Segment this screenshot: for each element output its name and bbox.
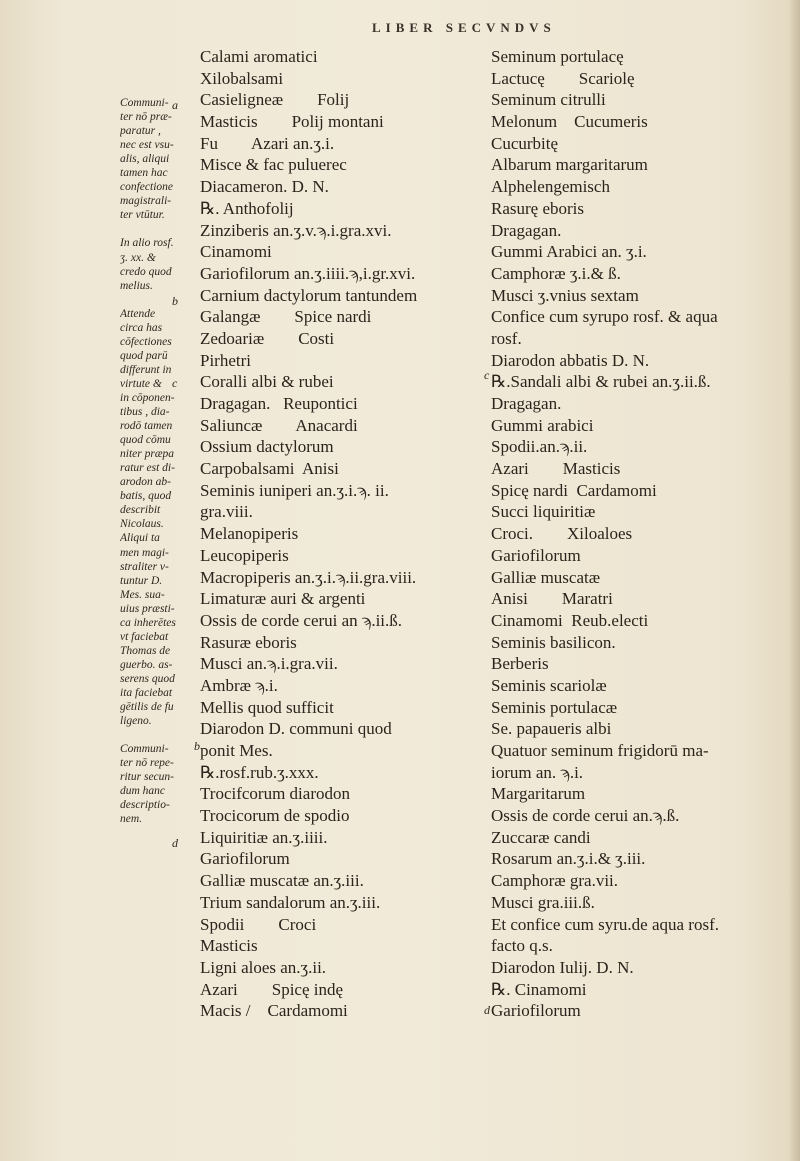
margin-note-line bbox=[120, 616, 200, 630]
margin-note-line bbox=[120, 124, 200, 138]
text-line bbox=[200, 111, 485, 133]
margin-note-line bbox=[120, 180, 200, 194]
text-line bbox=[200, 675, 485, 697]
text-line-text: Fu Azari an.ʒ.i. bbox=[200, 133, 335, 153]
margin-note-line-text: niter præpa bbox=[120, 448, 174, 461]
margin-note-line bbox=[120, 714, 200, 728]
text-line-text: gra.viii. bbox=[200, 502, 253, 522]
text-line bbox=[200, 176, 485, 198]
margin-note-line bbox=[120, 194, 200, 208]
margin-note-line bbox=[120, 110, 200, 124]
margin-note-line-text: quod parū bbox=[120, 349, 168, 362]
text-line bbox=[491, 653, 791, 675]
text-line-text: Macropiperis an.ʒ.i.ϡ.ii.gra.viii. bbox=[200, 567, 417, 587]
text-line bbox=[200, 154, 485, 176]
text-line bbox=[200, 697, 485, 719]
text-line-text: Dragagan. bbox=[491, 394, 562, 413]
text-line-text: Calami aromatici bbox=[200, 47, 318, 66]
left-text-column bbox=[200, 46, 485, 1022]
margin-note-line-text: Mes. sua- bbox=[120, 588, 165, 601]
text-line bbox=[200, 241, 485, 263]
margin-note-line bbox=[120, 391, 200, 405]
margin-note-line bbox=[120, 208, 200, 222]
text-line bbox=[491, 46, 791, 68]
text-line bbox=[491, 827, 791, 849]
text-line-text: Zuccaræ candi bbox=[491, 827, 591, 847]
text-line bbox=[200, 523, 485, 545]
margin-note-line-text: tuntur D. bbox=[120, 574, 163, 587]
margin-note-line-text: straliter v- bbox=[120, 560, 169, 573]
margin-note-line-text: gētilis de fu bbox=[120, 701, 174, 714]
margin-note-line-text: descriptio- bbox=[120, 799, 170, 812]
text-line bbox=[491, 783, 791, 805]
margin-note-line bbox=[120, 251, 200, 265]
text-line-text: Ossis de corde cerui an ϡ.ii.ß. bbox=[200, 610, 403, 630]
margin-note-line-text: In alio rosf. bbox=[120, 237, 174, 250]
margin-note-line bbox=[120, 560, 200, 574]
text-line-text: Gummi arabici bbox=[491, 415, 594, 435]
text-line bbox=[491, 350, 791, 372]
margin-note-line-text: dum hanc bbox=[120, 785, 166, 798]
margin-note-line-text: Thomas de bbox=[120, 644, 171, 657]
text-line bbox=[200, 957, 485, 979]
text-line-text: Limaturæ auri & argenti bbox=[200, 589, 366, 609]
text-line bbox=[200, 328, 485, 350]
text-line-text: Carnium dactylorum tantundem bbox=[200, 285, 418, 305]
text-line-text: Diarodon abbatis D. N. bbox=[491, 350, 650, 370]
text-line bbox=[491, 393, 791, 415]
text-line bbox=[491, 523, 791, 545]
margin-note-line bbox=[120, 728, 200, 742]
margin-note-line-text: nec est vsu- bbox=[120, 139, 174, 152]
text-line bbox=[200, 263, 485, 285]
margin-note-line bbox=[120, 574, 200, 588]
margin-note-line-text: rodō tamen bbox=[120, 420, 173, 433]
margin-note-line-text: melius. bbox=[120, 279, 153, 292]
text-line bbox=[491, 567, 791, 589]
text-line-text: Ossis de corde cerui an.ϡ.ß. bbox=[491, 806, 680, 826]
margin-note-line-text: paratur , bbox=[120, 125, 161, 138]
text-line-text: Musci an.ϡ.i.gra.vii. bbox=[200, 654, 338, 674]
margin-note-line bbox=[120, 321, 200, 335]
margin-note-line-text: virtute & bbox=[120, 377, 162, 390]
margin-note-line bbox=[120, 335, 200, 349]
text-line-text: Melonum Cucumeris bbox=[491, 112, 648, 132]
margin-note-line bbox=[120, 602, 200, 616]
text-line-text: iorum an. ϡ.i. bbox=[491, 762, 584, 782]
text-line-text: Azari Spicę indę bbox=[200, 979, 344, 999]
page-binding-shadow bbox=[788, 0, 800, 1161]
marginal-notes bbox=[120, 96, 200, 826]
paragraph-marker-a: a bbox=[172, 98, 178, 112]
text-line-text: ℞. Anthofolij bbox=[200, 198, 294, 218]
text-line bbox=[491, 241, 791, 263]
margin-note-line bbox=[120, 236, 200, 250]
text-line bbox=[491, 762, 791, 784]
text-line-text: Gariofilorum bbox=[200, 849, 290, 869]
text-line bbox=[200, 220, 485, 242]
margin-note-line-text: arodon ab- bbox=[120, 476, 172, 489]
margin-note-line bbox=[120, 377, 200, 391]
text-line bbox=[200, 1000, 485, 1022]
text-line-text: Albarum margaritarum bbox=[491, 155, 648, 175]
margin-note-line-text: magistrali- bbox=[120, 195, 172, 208]
margin-note-line bbox=[120, 475, 200, 489]
text-line bbox=[491, 892, 791, 914]
text-line-text: Melanopiperis bbox=[200, 524, 299, 544]
margin-note-line-text: Communi- bbox=[120, 97, 169, 109]
text-line-text: Ambræ ϡ.i. bbox=[200, 675, 278, 695]
text-line bbox=[491, 89, 791, 111]
margin-note-line-text: guerbo. as- bbox=[120, 658, 173, 671]
text-line bbox=[200, 306, 485, 328]
text-line-text: Musci gra.iii.ß. bbox=[491, 892, 595, 912]
text-line-text: Rasuræ eboris bbox=[200, 632, 297, 652]
text-line bbox=[491, 436, 791, 458]
text-line bbox=[200, 892, 485, 914]
margin-note-line-text: ita faciebat bbox=[120, 686, 173, 699]
text-line-text: Rasurę eboris bbox=[491, 198, 585, 218]
text-line-text: Camphoræ gra.vii. bbox=[491, 871, 619, 891]
inline-marker-b: b bbox=[194, 739, 200, 753]
text-line bbox=[200, 198, 485, 220]
text-line-text: Galliæ muscatæ an.ʒ.iii. bbox=[200, 871, 364, 891]
text-line bbox=[491, 68, 791, 90]
text-line bbox=[491, 154, 791, 176]
text-line-text: Cinamomi bbox=[200, 242, 272, 262]
margin-note-line bbox=[120, 672, 200, 686]
text-line-text: Gariofilorum an.ʒ.iiii.ϡ,i.gr.xvi. bbox=[200, 263, 416, 283]
text-line bbox=[200, 545, 485, 567]
margin-note-line bbox=[120, 461, 200, 475]
text-line-text: Seminis scariolæ bbox=[491, 675, 607, 695]
text-line-text: Galliæ muscatæ bbox=[491, 567, 601, 587]
margin-note-line bbox=[120, 138, 200, 152]
margin-note-line bbox=[120, 812, 200, 826]
text-line bbox=[491, 610, 791, 632]
margin-note-line-text: ratur est di- bbox=[120, 462, 175, 475]
text-line bbox=[491, 133, 791, 155]
text-line-text: Et confice cum syru.de aqua rosf. bbox=[491, 914, 719, 934]
text-line-text: Seminum portulacę bbox=[491, 47, 624, 66]
text-line-text: Confice cum syrupo rosf. & aqua bbox=[491, 307, 718, 327]
margin-note-line-text: batis, quod bbox=[120, 490, 172, 503]
text-line bbox=[491, 1000, 791, 1022]
text-line bbox=[200, 89, 485, 111]
text-line-text: Masticis bbox=[200, 936, 258, 956]
text-line-text: Cucurbitę bbox=[491, 133, 559, 153]
text-line bbox=[491, 415, 791, 437]
text-line-text: Dragagan. Reupontici bbox=[200, 394, 358, 413]
text-line-text: Seminum citrulli bbox=[491, 90, 606, 110]
margin-note-line bbox=[120, 152, 200, 166]
text-line-text: Succi liquiritiæ bbox=[491, 502, 596, 522]
text-line-text: Trium sandalorum an.ʒ.iii. bbox=[200, 892, 381, 912]
text-line bbox=[491, 480, 791, 502]
text-line bbox=[200, 783, 485, 805]
margin-note-line bbox=[120, 630, 200, 644]
margin-note-line bbox=[120, 588, 200, 602]
margin-note-line-text: ʒ. xx. & bbox=[120, 251, 156, 264]
text-line bbox=[491, 458, 791, 480]
text-line bbox=[491, 501, 791, 523]
text-line-text: ponit Mes. bbox=[200, 741, 273, 760]
text-line bbox=[491, 632, 791, 654]
paragraph-marker-b: b bbox=[172, 294, 178, 308]
margin-note-line-text: ligeno. bbox=[120, 715, 152, 728]
margin-note-line bbox=[120, 447, 200, 461]
margin-note-line bbox=[120, 293, 200, 307]
text-line-text: Seminis iuniperi an.ʒ.i.ϡ. ii. bbox=[200, 480, 389, 500]
text-line-text: Galangæ Spice nardi bbox=[200, 307, 372, 327]
paragraph-marker-c: c bbox=[172, 376, 178, 390]
text-line-text: Quatuor seminum frigidorū ma- bbox=[491, 741, 709, 760]
text-line bbox=[200, 762, 485, 784]
text-line bbox=[200, 653, 485, 675]
margin-note-line-text: ter nō repe- bbox=[120, 757, 174, 770]
margin-note-line-text: cōfectiones bbox=[120, 335, 172, 348]
margin-note-line bbox=[120, 798, 200, 812]
text-line-text: Pirhetri bbox=[200, 350, 251, 370]
text-line bbox=[200, 805, 485, 827]
text-line-text: Gummi Arabici an. ʒ.i. bbox=[491, 242, 647, 262]
text-line bbox=[491, 979, 791, 1001]
text-line-text: Seminis basilicon. bbox=[491, 632, 616, 652]
text-line bbox=[491, 306, 791, 328]
text-line-text: Ossium dactylorum bbox=[200, 437, 334, 457]
text-line bbox=[200, 827, 485, 849]
margin-note-line bbox=[120, 686, 200, 700]
right-text-column bbox=[491, 46, 791, 1022]
text-line-text: Cinamomi Reub.electi bbox=[491, 610, 649, 630]
text-line bbox=[200, 979, 485, 1001]
margin-note-line-text: describit bbox=[120, 504, 161, 517]
text-line-text: Rosarum an.ʒ.i.& ʒ.iii. bbox=[491, 849, 646, 869]
margin-note-line-text: Communi- bbox=[120, 743, 169, 756]
margin-note-line-text: in cōponen- bbox=[120, 391, 175, 404]
text-line bbox=[200, 415, 485, 437]
text-line bbox=[491, 220, 791, 242]
text-line bbox=[200, 610, 485, 632]
text-line bbox=[200, 46, 485, 68]
text-line bbox=[200, 350, 485, 372]
text-line bbox=[200, 458, 485, 480]
margin-note-line-text: nem. bbox=[120, 813, 143, 826]
margin-note-line-text: differunt in bbox=[120, 363, 172, 376]
text-line bbox=[200, 480, 485, 502]
margin-note-line-text: alis, aliqui bbox=[120, 153, 170, 166]
text-line bbox=[491, 588, 791, 610]
text-line-text: Diarodon D. communi quod bbox=[200, 719, 392, 739]
text-line bbox=[491, 697, 791, 719]
margin-note-line-text: ritur secun- bbox=[120, 771, 174, 784]
text-line bbox=[491, 328, 791, 350]
text-line-text: Carpobalsami Anisi bbox=[200, 459, 339, 479]
running-header: LIBER SECVNDVS bbox=[372, 20, 556, 35]
text-line-text: Spodii Croci bbox=[200, 914, 317, 934]
margin-note-line-text: ter vtūtur. bbox=[120, 209, 165, 222]
text-line-text: ℞.Sandali albi & rubei an.ʒ.ii.ß. bbox=[491, 372, 711, 392]
text-line bbox=[200, 914, 485, 936]
margin-note-line-text: tamen hac bbox=[120, 167, 168, 180]
text-line bbox=[491, 371, 791, 393]
text-line-text: ℞.rosf.rub.ʒ.xxx. bbox=[200, 762, 319, 782]
text-line-text: Ligni aloes an.ʒ.ii. bbox=[200, 957, 327, 977]
margin-note-line-text: credo quod bbox=[120, 265, 172, 278]
right-marker-c: c bbox=[484, 368, 490, 382]
text-line-text: Spicę nardi Cardamomi bbox=[491, 480, 657, 500]
text-line bbox=[200, 285, 485, 307]
margin-note-line bbox=[120, 784, 200, 798]
text-line bbox=[200, 436, 485, 458]
margin-note-line bbox=[120, 279, 200, 293]
text-line bbox=[200, 567, 485, 589]
text-line-text: Misce & fac puluerec bbox=[200, 155, 347, 175]
margin-note-line bbox=[120, 96, 200, 110]
text-line bbox=[491, 870, 791, 892]
margin-note-line-text: tibus , dia- bbox=[120, 406, 170, 419]
margin-note-line-text: Attende bbox=[120, 307, 156, 320]
text-line-text: Alphelengemisch bbox=[491, 177, 610, 197]
margin-note-line bbox=[120, 770, 200, 784]
text-line-text: Spodii.an.ϡ.ii. bbox=[491, 437, 588, 457]
text-line-text: Diarodon Iulij. D. N. bbox=[491, 957, 634, 977]
margin-note-line bbox=[120, 433, 200, 447]
margin-note-line-text: Aliqui ta bbox=[120, 532, 160, 545]
text-line bbox=[491, 545, 791, 567]
text-line-text: Croci. Xiloaloes bbox=[491, 524, 633, 544]
right-marker-d: d bbox=[484, 1003, 490, 1017]
text-line bbox=[200, 588, 485, 610]
margin-note-line bbox=[120, 700, 200, 714]
text-line bbox=[200, 68, 485, 90]
text-line-text: Margaritarum bbox=[491, 784, 586, 804]
margin-note-line bbox=[120, 307, 200, 321]
margin-note-line bbox=[120, 349, 200, 363]
text-line-text: Camphoræ ʒ.i.& ß. bbox=[491, 263, 621, 283]
margin-note-line-text: quod cōmu bbox=[120, 434, 171, 447]
text-line-text: Coralli albi & rubei bbox=[200, 372, 334, 392]
margin-note-line-text: serens quod bbox=[120, 672, 175, 685]
margin-note-line-text: men magi- bbox=[120, 546, 169, 559]
text-line-text: Casieligneæ Folij bbox=[200, 90, 350, 110]
text-line-text: Liquiritiæ an.ʒ.iiii. bbox=[200, 827, 328, 847]
margin-note-line bbox=[120, 644, 200, 658]
margin-note-line-text: confectione bbox=[120, 181, 174, 194]
text-line bbox=[491, 198, 791, 220]
margin-note-line-text: Nicolaus. bbox=[120, 518, 164, 531]
margin-note-line bbox=[120, 531, 200, 545]
text-line-text: Anisi Maratri bbox=[491, 589, 613, 609]
text-line-text: Seminis portulacæ bbox=[491, 697, 618, 717]
margin-note-line bbox=[120, 405, 200, 419]
text-line-text: Diacameron. D. N. bbox=[200, 177, 329, 197]
margin-note-line-text: ca inherētes bbox=[120, 616, 176, 629]
text-line-text: Mellis quod sufficit bbox=[200, 697, 334, 717]
text-line-text: Masticis Polij montani bbox=[200, 112, 384, 132]
margin-note-line bbox=[120, 658, 200, 672]
margin-note-line bbox=[120, 489, 200, 503]
text-line-text: Se. papaueris albi bbox=[491, 719, 612, 739]
margin-note-line bbox=[120, 419, 200, 433]
text-line-text: Trocifcorum diarodon bbox=[200, 784, 350, 804]
text-line bbox=[491, 675, 791, 697]
text-line bbox=[200, 870, 485, 892]
text-line bbox=[491, 263, 791, 285]
text-line-text: Xilobalsami bbox=[200, 68, 284, 88]
margin-note-line-text: circa has bbox=[120, 321, 163, 334]
margin-note-line bbox=[120, 166, 200, 180]
text-line bbox=[200, 133, 485, 155]
text-line bbox=[491, 285, 791, 307]
margin-note-line bbox=[120, 546, 200, 560]
text-line bbox=[491, 957, 791, 979]
margin-note-line bbox=[120, 265, 200, 279]
margin-note-line bbox=[120, 742, 200, 756]
margin-note-line bbox=[120, 517, 200, 531]
text-line-text: facto q.s. bbox=[491, 936, 553, 956]
text-line bbox=[491, 111, 791, 133]
text-line bbox=[491, 935, 791, 957]
text-line bbox=[491, 176, 791, 198]
text-line-text: Trocicorum de spodio bbox=[200, 806, 350, 826]
text-line bbox=[491, 740, 791, 762]
text-line bbox=[200, 740, 485, 762]
text-line bbox=[200, 371, 485, 393]
margin-note-line bbox=[120, 756, 200, 770]
margin-note-line bbox=[120, 222, 200, 236]
text-line bbox=[491, 805, 791, 827]
text-line-text: Berberis bbox=[491, 654, 549, 674]
text-line-text: Zinziberis an.ʒ.v.ϡ.i.gra.xvi. bbox=[200, 220, 392, 240]
text-line bbox=[491, 914, 791, 936]
text-line-text: Saliuncæ Anacardi bbox=[200, 415, 358, 435]
text-line bbox=[200, 632, 485, 654]
margin-note-line-text: uius præsti- bbox=[120, 602, 175, 615]
paragraph-marker-d: d bbox=[172, 836, 178, 850]
text-line-text: Gariofilorum bbox=[491, 1001, 581, 1021]
text-line bbox=[200, 718, 485, 740]
text-line bbox=[200, 501, 485, 523]
text-line-text: Musci ʒ.vnius sextam bbox=[491, 285, 639, 305]
text-line-text: Zedoariæ Costi bbox=[200, 328, 335, 348]
text-line-text: Lactucę Scariolę bbox=[491, 68, 635, 88]
text-line-text: Leucopiperis bbox=[200, 545, 289, 565]
text-line-text: rosf. bbox=[491, 328, 522, 348]
text-line-text: Dragagan. bbox=[491, 220, 562, 240]
text-line bbox=[200, 935, 485, 957]
text-line bbox=[491, 718, 791, 740]
text-line bbox=[200, 393, 485, 415]
text-line-text: Gariofilorum bbox=[491, 545, 581, 565]
margin-note-line bbox=[120, 503, 200, 517]
margin-note-line-text: ter nō præ- bbox=[120, 111, 172, 124]
text-line-text: Macis / Cardamomi bbox=[200, 1001, 348, 1021]
text-line-text: ℞. Cinamomi bbox=[491, 979, 587, 999]
text-line-text: Azari Masticis bbox=[491, 459, 621, 479]
text-line bbox=[491, 848, 791, 870]
margin-note-line bbox=[120, 363, 200, 377]
text-line bbox=[200, 848, 485, 870]
margin-note-line-text: vt faciebat bbox=[120, 630, 169, 643]
